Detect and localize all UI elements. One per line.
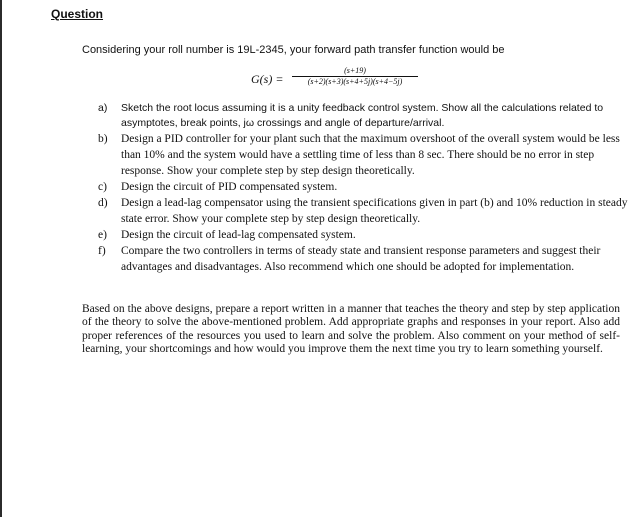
task-marker: b): [98, 133, 108, 145]
closing-paragraph: Based on the above designs, prepare a report written in a manner that teaches the theory and step by step application of the theory to solve the above-mentioned problem. Add appropriate graphs and responses in your report. Also add proper references of the resources you used to learn and solve the problem. Also comment on your method of self-learning, your shortcomings and how would you improve them the next time you try to learn something yourself.: [82, 303, 620, 356]
formula-lhs: G(s) =: [251, 72, 284, 86]
formula-fraction: [292, 66, 418, 87]
task-text: Design the circuit of lead-lag compensated system.: [121, 229, 356, 241]
task-item-b: [98, 131, 628, 179]
task-marker: e): [98, 229, 107, 241]
page-edge-border: [0, 0, 2, 517]
formula-numerator: (s+19): [292, 66, 418, 77]
task-item-c: [98, 179, 628, 195]
intro-text: Considering your roll number is 19L-2345, your forward path transfer function would be: [82, 44, 505, 56]
task-list: [98, 101, 628, 275]
task-item-f: [98, 243, 628, 275]
task-marker: c): [98, 181, 107, 193]
task-marker: f): [98, 245, 106, 257]
task-text: Compare the two controllers in terms of steady state and transient response parameters and suggest their advantages and disadvantages. Also recommend which one should be adopted for implementation.: [121, 245, 601, 273]
formula-denominator: (s+2)(s+3)(s+4+5j)(s+4−5j): [307, 77, 403, 86]
task-marker: a): [98, 102, 108, 114]
task-text: Design the circuit of PID compensated system.: [121, 181, 338, 193]
task-text: Design a lead-lag compensator using the transient specifications given in part (b) and 10% reduction in steady state error. Show your complete step by step design theoretically.: [121, 197, 628, 225]
task-item-e: [98, 227, 628, 243]
task-marker: d): [98, 197, 108, 209]
task-item-d: [98, 195, 628, 227]
task-text: Design a PID controller for your plant such that the maximum overshoot of the overall system would be less than 10% and the system would have a settling time of less than 8 sec. There should be no error in step response. Show your complete step by step design theoretically.: [121, 133, 620, 177]
question-heading: Question: [51, 7, 104, 21]
task-text: Sketch the root locus assuming it is a unity feedback control system. Show all the calculations related to asymptotes, break points, jω crossings and angle of departure/arrival.: [121, 102, 604, 129]
task-item-a: [98, 101, 628, 131]
